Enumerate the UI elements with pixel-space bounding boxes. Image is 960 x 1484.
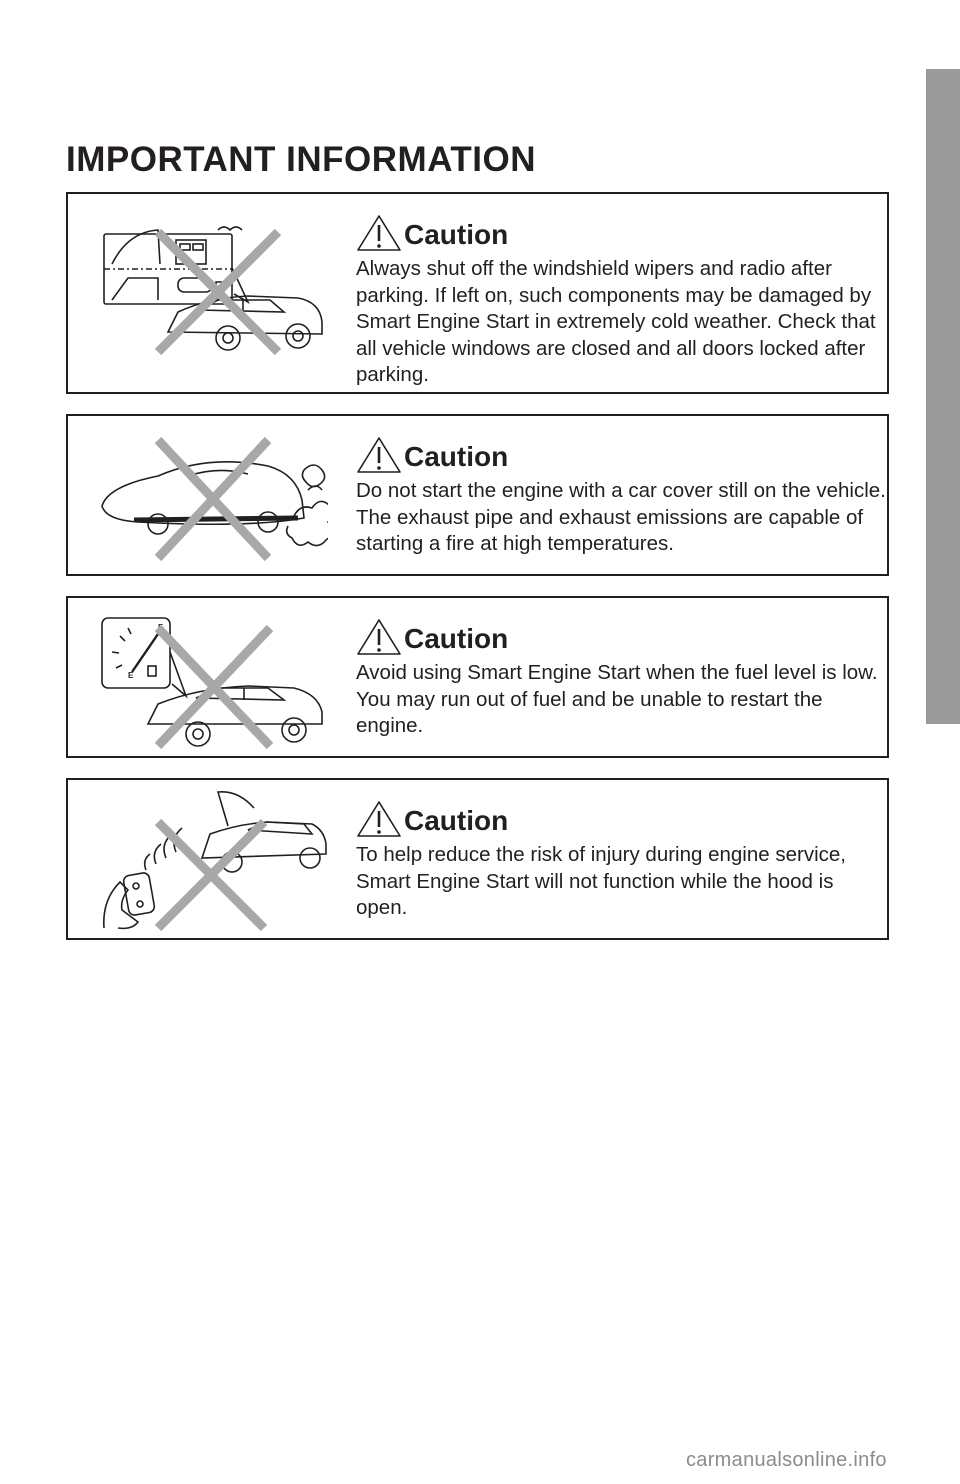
- warning-triangle-icon: [356, 436, 402, 474]
- warning-triangle-icon: [356, 214, 402, 252]
- cross-mark-icon: [158, 440, 268, 558]
- caution-title: Caution: [404, 219, 509, 250]
- caution-heading-row: [356, 616, 508, 656]
- caution-heading-row: [356, 212, 508, 252]
- car-cover-illustration: [98, 426, 328, 576]
- cross-mark-icon: [158, 232, 278, 352]
- gauge-empty-label: E: [128, 671, 134, 680]
- caution-text: To help reduce the risk of injury during engine service, Smart Engine Start will not function while the hood is open.: [356, 843, 846, 919]
- caution-text: Always shut off the windshield wipers and radio after parking. If left on, such components may be damaged by Smart Engine Start in extremely cold weather. Check that all vehicle windows are closed and all doors locked after parking.: [356, 257, 876, 386]
- hood-open-remote-illustration: [98, 782, 328, 932]
- caution-title: Caution: [404, 805, 509, 836]
- watermark: carmanualsonline.info: [686, 1449, 887, 1471]
- section-side-tab: [926, 69, 960, 724]
- wipers-radio-car-illustration: [98, 212, 328, 362]
- caution-box-wipers-radio: [66, 192, 889, 394]
- caution-box-car-cover: [66, 414, 889, 576]
- caution-box-hood-open: [66, 778, 889, 940]
- warning-triangle-icon: [356, 618, 402, 656]
- caution-title: Caution: [404, 623, 509, 654]
- caution-text: Avoid using Smart Engine Start when the fuel level is low. You may run out of fuel and be unable to restart the engine.: [356, 661, 878, 737]
- fuel-gauge-car-illustration: [98, 612, 328, 762]
- caution-heading-row: [356, 434, 508, 474]
- caution-heading-row: [356, 798, 508, 838]
- cross-mark-icon: [158, 822, 264, 928]
- page-title: IMPORTANT INFORMATION: [66, 140, 536, 179]
- caution-text: Do not start the engine with a car cover still on the vehicle. The exhaust pipe and exhaust emissions are capable of starting a fire at high temperatures.: [356, 479, 886, 555]
- warning-triangle-icon: [356, 800, 402, 838]
- caution-title: Caution: [404, 441, 509, 472]
- caution-box-fuel-level: [66, 596, 889, 758]
